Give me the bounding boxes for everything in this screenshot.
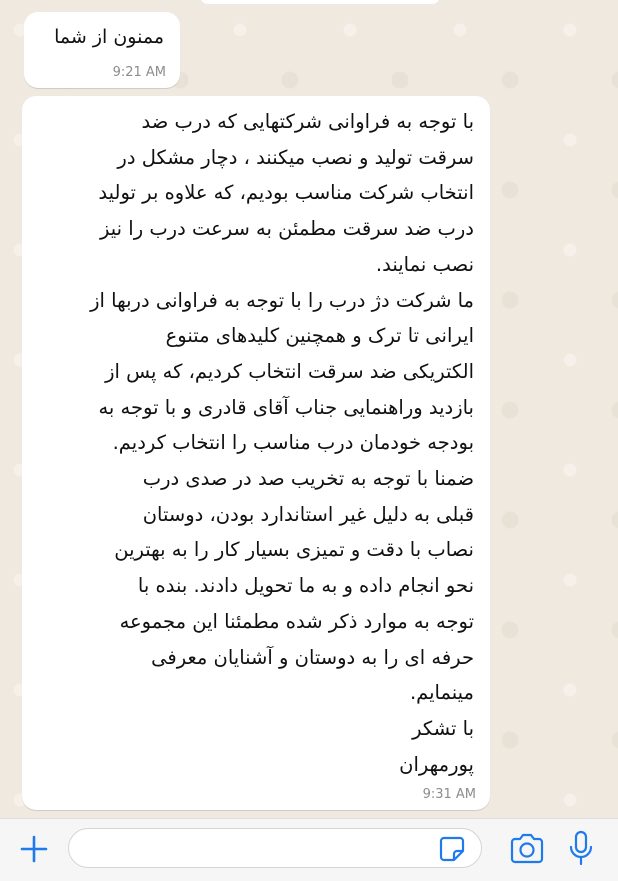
plus-icon	[19, 834, 49, 864]
sticker-button[interactable]	[438, 835, 466, 863]
received-message-bubble[interactable]	[24, 12, 180, 88]
message-composer	[0, 818, 618, 881]
sticker-icon	[438, 835, 466, 863]
received-message-bubble[interactable]	[22, 96, 490, 810]
camera-button[interactable]	[508, 833, 546, 865]
message-text: با توجه به فراوانی شرکتهایی که درب ضد سرقت تولید و نصب میکنند ، دچار مشکل در انتخاب شرکت مناسب بودیم، که علاوه بر تولید درب ضد سرقت مطمئن به سرعت درب را نیز نصب نمایند. ما شرکت دژ درب را با توجه به فراوانی دربها از ایرانی تا ترک و همچنین کلیدهای متنوع الکتریکی ضد سرقت انتخاب کردیم، که پس از بازدید وراهنمایی جناب آقای قادری و با توجه به بودجه خودمان درب مناسب را انتخاب کردیم. ضمنا با توجه به تخریب صد در صدی درب قبلی به دلیل غیر استاندارد بودن، دوستان نصاب با دقت و تمیزی بسیار کار را به بهترین نحو انجام داده و به ما تحویل دادند. بنده با توجه به موارد ذکر شده مطمئنا این مجموعه حرفه ای را به دوستان و آشنایان معرفی مینمایم. با تشکر پورمهران	[90, 110, 474, 776]
microphone-button[interactable]	[566, 830, 596, 868]
message-input[interactable]	[68, 828, 482, 868]
message-timestamp: 9:21 AM	[112, 65, 166, 80]
microphone-icon	[566, 830, 596, 868]
attach-button[interactable]	[16, 831, 52, 867]
camera-icon	[508, 833, 546, 865]
previous-message-bubble	[200, 0, 440, 4]
message-timestamp: 9:31 AM	[422, 787, 476, 802]
message-text: ممنون از شما	[54, 26, 164, 48]
